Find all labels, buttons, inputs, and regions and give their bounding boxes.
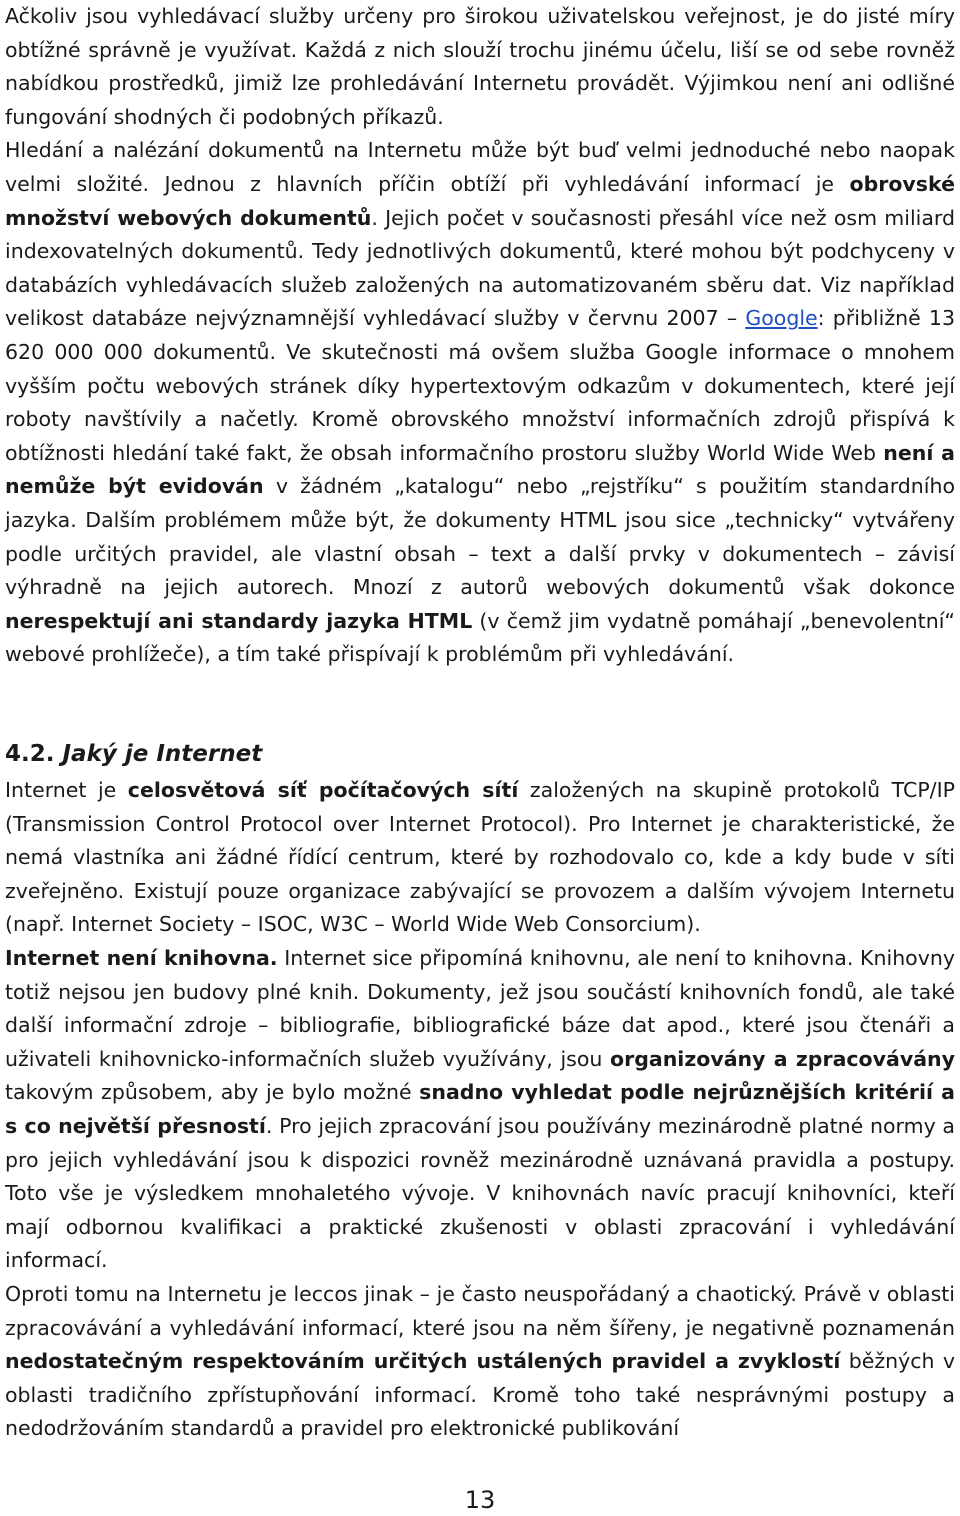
emphasis-text: snadno vyhledat podle nejrůznějších kritérií a s co největší přesností — [5, 1080, 956, 1138]
emphasis-text: Internet není knihovna. — [5, 945, 278, 970]
paragraph-text: Oproti tomu na Internetu je leccos jinak – je často neuspořádaný a chaotický. Právě v oblasti zpracovávání a vyhledávání informací, které jsou na něm šířeny, je negativně poznamenán — [5, 1281, 955, 1340]
paragraph-text: v žádném „katalogu“ nebo „rejstříku“ s použitím standardního jazyka. Dalším problémem může být, že dokumenty HTML jsou sice „technicky“ vytvářeny podle určitých pravidel, ale vlastní obsah – text a další prvky v dokumentech – závisí výhradně na jejich autorech. Mnozí z autorů webových dokumentů však dokonce — [5, 474, 956, 600]
emphasis-text: nedostatečným respektováním určitých ustálených pravidel a zvyklostí — [5, 1349, 841, 1374]
paragraph-text: (v čemž jim vydatně pomáhají „benevolentní“ webové prohlížeče), a tím také přispívají k problémům při vyhledávání. — [5, 608, 956, 667]
emphasis-text: celosvětová síť počítačových sítí — [127, 778, 519, 802]
text-block-intro — [5, 0, 955, 672]
paragraph — [5, 0, 955, 134]
paragraph-text: založených na skupině protokolů TCP/IP (Transmission Control Protocol over Internet Protocol). Pro Internet je charakteristické, že nemá vlastníka ani žádné řídící centrum, které by rozhodovalo co, kde a kdy bude v síti zveřejněno. Existují pouze organizace zabývající se provozem a dalším vývojem Internetu (např. Internet Society – ISOC, W3C – World Wide Web Consorcium). — [5, 778, 955, 937]
section-title: Jaký je Internet — [62, 741, 263, 767]
emphasis-text: nerespektují ani standardy jazyka HTML — [5, 608, 473, 633]
paragraph-text: Hledání a nalézání dokumentů na Internetu může být buď velmi jednoduché nebo naopak velmi složité. Jednou z hlavních příčin obtíží při vyhledávání informací je — [5, 138, 955, 196]
paragraph-text: běžných v oblasti tradičního zpřístupňování informací. Kromě toho také nesprávnými postupy a nedodržováním standardů a pravidel pro elektronické publikování — [5, 1349, 955, 1441]
google-link[interactable]: Google — [745, 306, 818, 331]
emphasis-text: organizovány a zpracovávány — [610, 1046, 955, 1071]
paragraph-text: . Pro jejich zpracování jsou používány mezinárodně platné normy a pro jejich vyhledávání jsou k dispozici rovněž mezinárodně uznávaná pravidla a postupy. Toto vše je výsledkem mnohaletého vývoje. V knihovnách navíc pracují knihovníci, kteří mají odbornou kvalifikaci a praktické zkušenosti v oblasti zpracování i vyhledávání informací. — [5, 1113, 955, 1273]
paragraph-text: . Jejich počet v současnosti přesáhl více než osm miliard indexovatelných dokumentů. Tedy jednotlivých dokumentů, které mohou být podchyceny v databázích vyhledávacích služeb založených na automatizovaném sběru dat. Viz například velikost databáze nejvýznamnější vyhledávací služby v červnu 2007 – — [5, 205, 956, 331]
paragraph — [5, 1278, 955, 1446]
page-number: 13 — [464, 1486, 496, 1514]
paragraph-text: Internet sice připomíná knihovnu, ale není to knihovna. Knihovny totiž nejsou jen budovy plné knih. Dokumenty, jež jsou součástí knihovních fondů, ale také další informační zdroje – bibliografie, bibliografické báze dat apod., které jsou čtenáři a uživateli knihovnicko-informačních služeb využívány, jsou — [5, 945, 955, 1071]
section-heading — [5, 734, 262, 774]
paragraph-text: takovým způsobem, aby je bylo možné — [5, 1080, 420, 1105]
paragraph-text: Ačkoliv jsou vyhledávací služby určeny pro širokou uživatelskou veřejnost, je do jisté míry obtížné správně je využívat. Každá z nich slouží trochu jinému účelu, liší se od sebe rovněž nabídkou prostředků, jimiž lze prohledávání Internetu provádět. Výjimkou není ani odlišné fungování shodných či podobných příkazů. — [5, 4, 955, 129]
section-number: 4.2. — [5, 741, 55, 767]
paragraph-text: Internet je — [5, 778, 128, 802]
emphasis-text: obrovské množství webových dokumentů — [5, 171, 955, 230]
emphasis-text: není a nemůže být evidován — [5, 440, 956, 499]
paragraph — [5, 774, 955, 942]
paragraph — [5, 134, 955, 672]
paragraph-text: : přibližně 13 620 000 000 dokumentů. Ve skutečnosti má ovšem služba Google informace o mnohem vyšším počtu webových stránek díky hypertextovým odkazům v dokumentech, které její roboty navštívily a načetly. Kromě obrovského množství informačních zdrojů přispívá k obtížnosti hledání také fakt, že obsah informačního prostoru služby World Wide Web — [5, 306, 956, 465]
paragraph — [5, 942, 955, 1278]
text-block-section — [5, 774, 955, 1446]
